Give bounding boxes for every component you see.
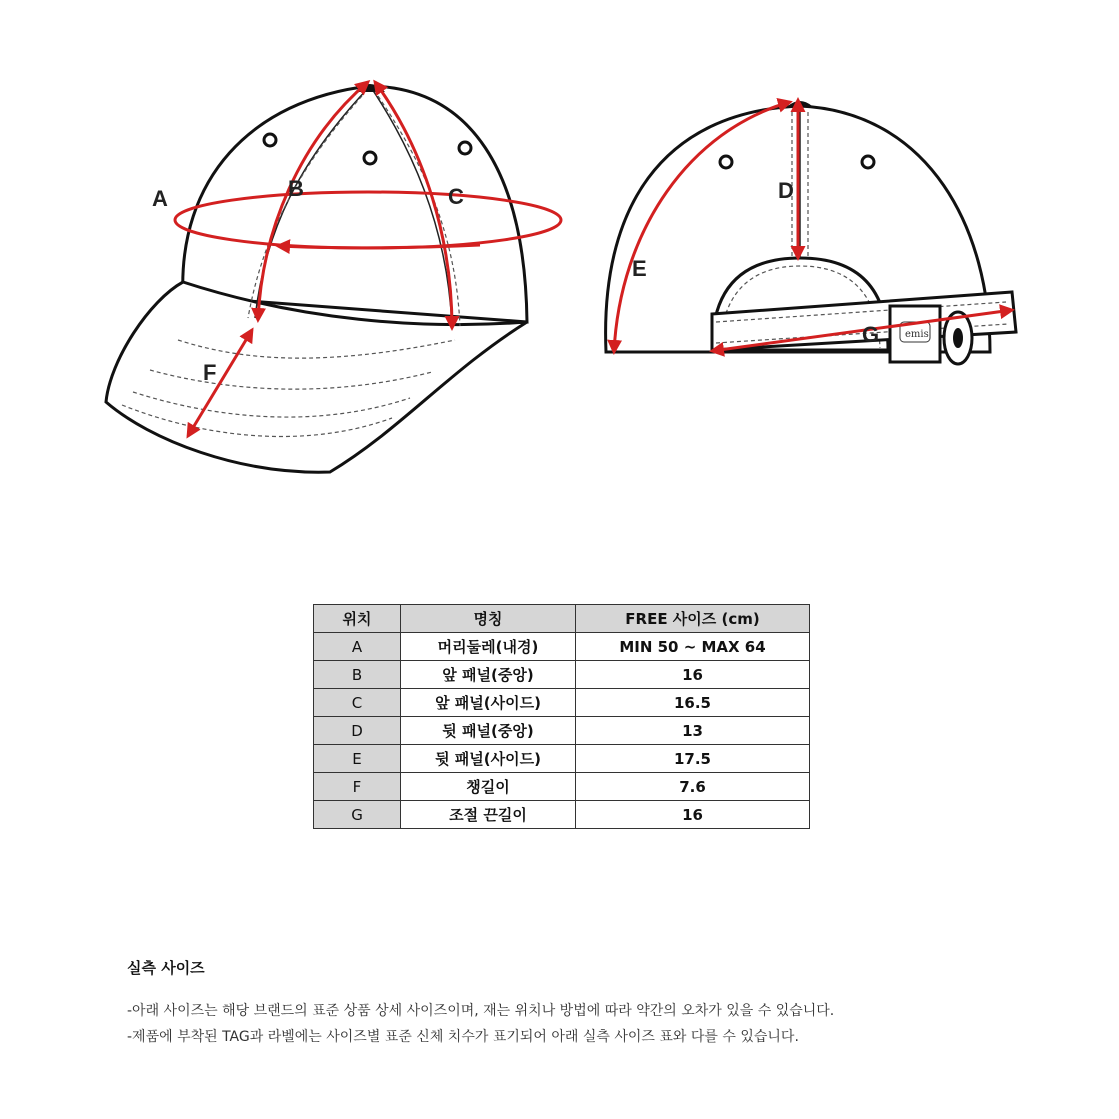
strap-tag-text: emis: [905, 329, 929, 340]
row-position: G: [314, 801, 401, 829]
table-row: [314, 689, 810, 717]
note-line: -아래 사이즈는 해당 브랜드의 표준 상품 상세 사이즈이며, 재는 위치나 방법에 따라 약간의 오차가 있을 수 있습니다.: [127, 1003, 835, 1019]
header-name: 명칭: [401, 605, 576, 633]
table-row: [314, 633, 810, 661]
row-name: 머리둘레(내경): [401, 633, 576, 661]
row-name: 앞 패널(중앙): [401, 661, 576, 689]
row-position: A: [314, 633, 401, 661]
size-table: [313, 604, 810, 829]
header-size: FREE 사이즈 (cm): [576, 605, 810, 633]
table-row: [314, 717, 810, 745]
row-position: B: [314, 661, 401, 689]
row-value: 13: [576, 717, 810, 745]
row-name: 앞 패널(사이드): [401, 689, 576, 717]
row-name: 조절 끈길이: [401, 801, 576, 829]
note-line: -제품에 부착된 TAG과 라벨에는 사이즈별 표준 신체 치수가 표기되어 아래 실측 사이즈 표와 다를 수 있습니다.: [127, 1029, 799, 1045]
row-position: F: [314, 773, 401, 801]
row-value: 16: [576, 801, 810, 829]
label-a: A: [152, 186, 168, 211]
row-position: E: [314, 745, 401, 773]
row-position: D: [314, 717, 401, 745]
row-position: C: [314, 689, 401, 717]
row-value: 16.5: [576, 689, 810, 717]
label-b: B: [288, 176, 304, 201]
notes-title: 실측 사이즈: [127, 959, 205, 977]
label-d: D: [778, 178, 794, 203]
label-c: C: [448, 184, 464, 209]
notes-section: [127, 957, 1087, 1052]
table-row: [314, 773, 810, 801]
table-header-row: [314, 605, 810, 633]
row-name: 뒷 패널(중앙): [401, 717, 576, 745]
row-value: 7.6: [576, 773, 810, 801]
row-name: 뒷 패널(사이드): [401, 745, 576, 773]
row-value: 17.5: [576, 745, 810, 773]
label-e: E: [632, 256, 647, 281]
table-row: [314, 801, 810, 829]
header-position: 위치: [314, 605, 401, 633]
label-g: G: [862, 322, 880, 347]
row-value: 16: [576, 661, 810, 689]
label-f: F: [203, 360, 217, 385]
row-value: MIN 50 ~ MAX 64: [576, 633, 810, 661]
back-cap-drawing: [606, 101, 1016, 364]
table-row: [314, 745, 810, 773]
row-name: 챙길이: [401, 773, 576, 801]
table-row: [314, 661, 810, 689]
